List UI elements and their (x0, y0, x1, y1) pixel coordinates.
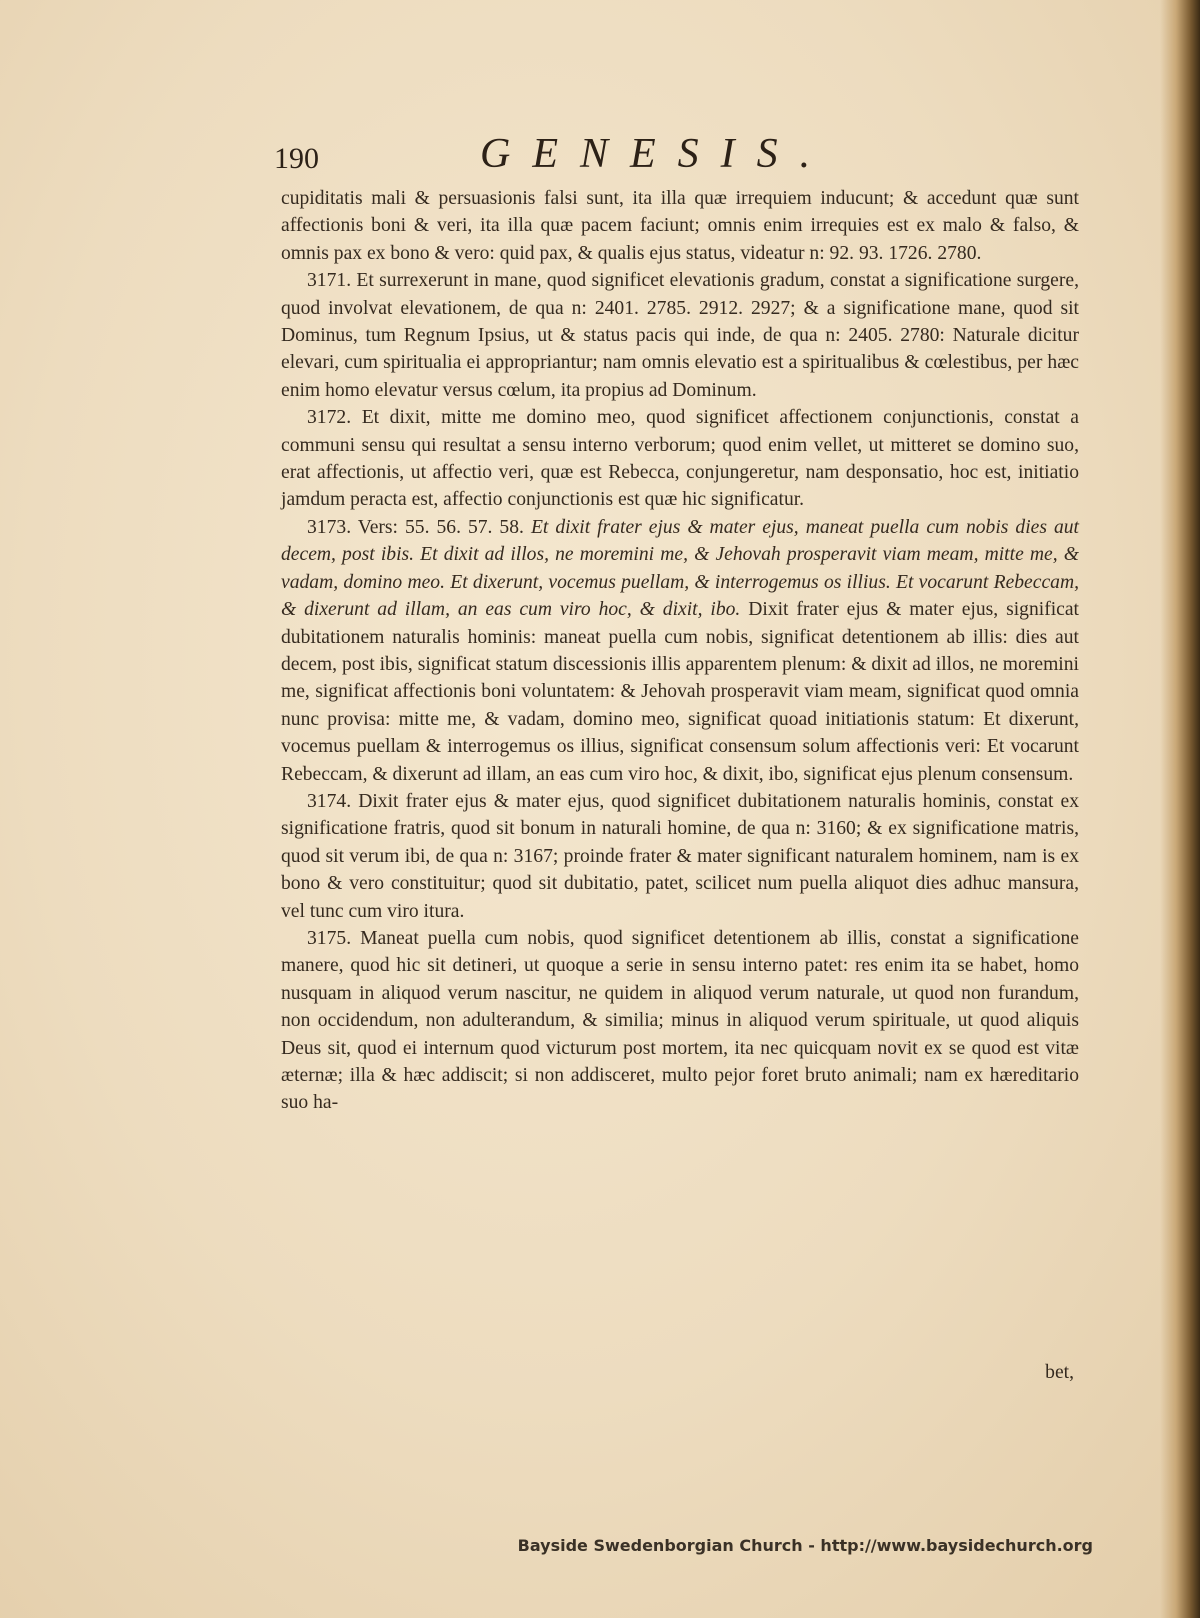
paragraph-text: Dixit frater ejus & mater ejus, significat dubitationem naturalis hominis: maneat puella cum nobis, significat detentionem ab illis: dies aut decem, post ibis, significat statum discessionis illis apparentem plenum: & dixit ad illos, ne moremini me, significat affectionis boni voluntatem: & Jehovah prosperavit viam meam, significat quod omnia nunc provisa: mitte me, & vadam, domino meo, significat quoad initiationis statum: Et dixerunt, vocemus puellam & interrogemus os illius, significat consensum solum affectionis veri: Et vocarunt Rebeccam, & dixerunt ad illam, an eas cum viro hoc, & dixit, ibo, significat ejus plenum consensum. (281, 599, 1079, 785)
page-edge-shadow (1160, 0, 1200, 1618)
paragraph-number: 3171. (307, 270, 352, 292)
paragraph-number: 3173. (307, 516, 352, 538)
paragraph-number: 3172. (307, 407, 352, 429)
page-number: 190 (274, 142, 319, 175)
verse-reference: Vers: 55. 56. 57. 58. (357, 516, 524, 538)
verse-quotation: Et dixit frater ejus & mater ejus, maneat puella cum nobis dies aut decem, post ibis. Et dixit ad illos, ne moremini me, & Jehovah prosperavit viam meam, mitte me, & vadam, domino meo. Et dixerunt, vocemus puellam, & interrogemus os illius. Et vocarunt Rebeccam, & dixerunt ad illam, an eas cum viro hoc, & dixit, ibo. (281, 516, 1079, 621)
paragraph-text: Maneat puella cum nobis, quod significet detentionem ab illis, constat a significatione manere, quod hic sit detineri, ut quoque a serie in sensu interno patet: res enim ita se habet, homo nusquam in aliquod verum nascitur, ne quidem in aliquod verum naturale, ut quod non furandum, non occidendum, non adulterandum, & similia; minus in aliquod verum spirituale, ut quod aliquis Deus sit, quod ei internum quod victurum post mortem, ita nec quicquam novit ex se quod est vitæ æternæ; illa & hæc addiscit; si non addisceret, multo pejor foret bruto animali; nam ex hæreditario suo ha- (281, 927, 1079, 1114)
paragraph-3173 (281, 514, 1079, 788)
paragraph-text: Et surrexerunt in mane, quod significet elevationis gradum, constat a significatione surgere, quod involvat elevationem, de qua n: 2401. 2785. 2912. 2927; & a significatione mane, quod sit Dominus, tum Regnum Ipsius, ut & status pacis qui inde, de qua n: 2405. 2780: Naturale dicitur elevari, cum spiritualia ei appropriantur; nam omnis elevatio est a spiritualibus & cœlestibus, per hæc enim homo elevatur versus cœlum, ita propius ad Dominum. (281, 270, 1079, 401)
paragraph-continued (281, 185, 1079, 267)
paragraph-3174 (281, 788, 1079, 925)
paragraph-text: Dixit frater ejus & mater ejus, quod significet dubitationem naturalis hominis, constat ex significatione fratris, quod sit bonum in naturali homine, de qua n: 3160; & ex significatione matris, quod sit verum ibi, de qua n: 3167; proinde frater & mater significant naturalem hominem, nam is ex bono & vero constituitur; quod sit dubitatio, patet, scilicet num puella aliquot dies adhuc mansura, vel tunc cum viro itura. (281, 790, 1079, 922)
paragraph-number: 3175. (307, 927, 352, 949)
running-title: GENESIS. (480, 131, 833, 177)
paragraph-number: 3174. (307, 790, 352, 812)
credit-text: Bayside Swedenborgian Church - http://www.baysidechurch.org (517, 1536, 1093, 1555)
page-header (270, 130, 930, 190)
paragraph-3171 (281, 267, 1079, 404)
paragraph-3175 (281, 925, 1079, 1117)
paragraph-text: cupiditatis mali & persuasionis falsi sunt, ita illa quæ irrequiem inducunt; & accedunt quæ sunt affectionis boni & veri, ita illa quæ pacem faciunt; omnis enim irrequies est ex malo & falso, & omnis pax ex bono & vero: quid pax, & qualis ejus status, videatur n: 92. 93. 1726. 2780. (281, 188, 1079, 264)
paragraph-3172 (281, 404, 1079, 514)
footer-credit (0, 1536, 1200, 1556)
paragraph-text: Et dixit, mitte me domino meo, quod significet affectionem conjunctionis, constat a communi sensu qui resultat a sensu interno verborum; quod enim vellet, ut mitteret se domino suo, erat affectionis, ut affectio veri, quæ est Rebecca, conjungeretur, nam desponsatio, hoc est, initiatio jamdum peracta est, affectio conjunctionis est quæ hic significatur. (281, 407, 1079, 511)
body-text (281, 185, 1079, 1117)
catchword: bet, (1045, 1362, 1074, 1383)
